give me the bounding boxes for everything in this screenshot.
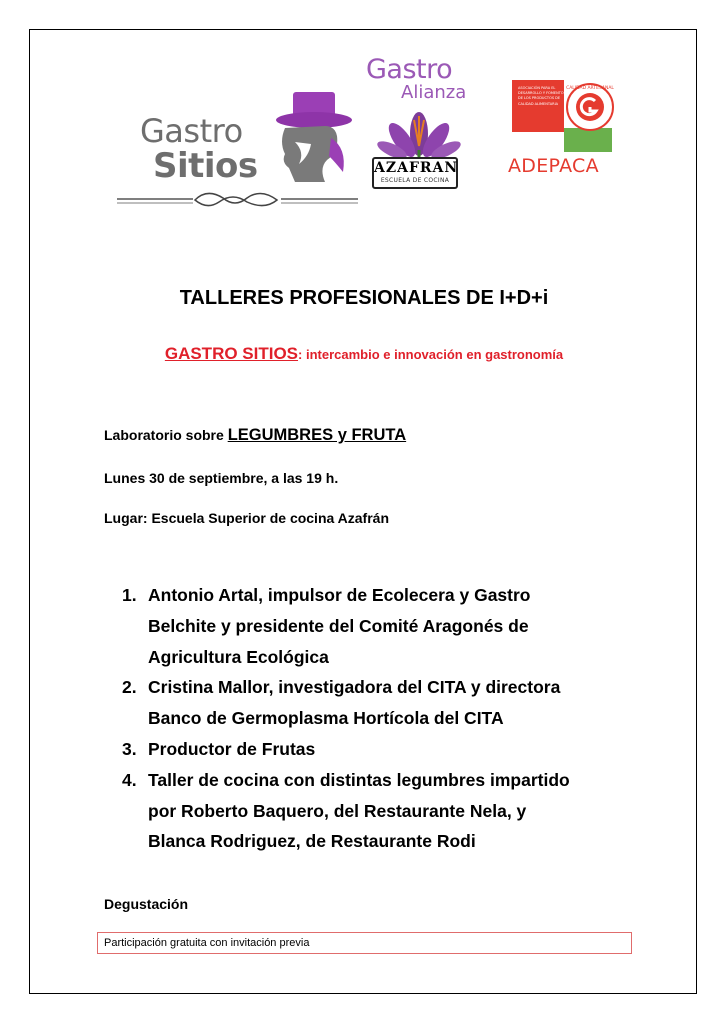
subtitle-rest: : intercambio e innovación en gastronomía — [298, 347, 564, 362]
list-item-number: 1. — [122, 585, 137, 605]
list-item — [122, 672, 638, 734]
list-item-line: Taller de cocina con distintas legumbres impartido — [148, 769, 570, 790]
azafran-name: AZAFRAN — [374, 160, 459, 176]
chef-silhouette-icon — [255, 82, 360, 187]
list-item-line: Blanca Rodriguez, de Restaurante Rodi — [148, 831, 476, 852]
gastro-sitios-logo-line2: Sitios — [153, 146, 258, 186]
list-item-line: Antonio Artal, impulsor de Ecolecera y Gastro — [148, 585, 531, 605]
gastro-alianza-logo — [364, 54, 474, 194]
adepaca-red-block — [512, 80, 564, 132]
azafran-subtitle: ESCUELA DE COCINA — [380, 177, 450, 184]
list-item — [122, 765, 638, 857]
list-item-number: 3. — [122, 738, 137, 759]
subtitle — [0, 344, 728, 364]
calidad-artesanal-text: CALIDAD ARTESANAL — [566, 86, 614, 91]
lab-label: Laboratorio sobre — [104, 427, 228, 443]
lab-topic: LEGUMBRES y FRUTA — [227, 426, 407, 444]
event-place: Lugar: Escuela Superior de cocina Azafrán — [104, 510, 390, 526]
list-item — [122, 734, 638, 765]
gastro-sitios-logo-line1: Gastro — [140, 112, 243, 150]
page-title: TALLERES PROFESIONALES DE I+D+i — [179, 287, 549, 309]
list-item-line: Agricultura Ecológica — [148, 646, 329, 667]
list-item-line: Cristina Mallor, investigadora del CITA y directora — [148, 677, 561, 698]
list-item-number: 4. — [122, 769, 137, 790]
participation-note: Participación gratuita con invitación previa — [97, 932, 632, 954]
decorative-swirl-icon — [115, 186, 360, 212]
gastro-sitios-logo — [115, 82, 360, 212]
lab-line — [104, 426, 406, 445]
calidad-artesanal-seal-icon — [564, 80, 614, 132]
list-item-line: Belchite y presidente del Comité Aragonés de — [148, 615, 529, 636]
adepaca-association-text: ASOCIACIÓN PARA EL DESARROLLO Y FOMENTO DE LOS PRODUCTOS DE CALIDAD ALIMENTARIA — [518, 86, 564, 106]
list-item — [122, 580, 638, 672]
adepaca-logo — [508, 76, 614, 186]
gastro-alianza-line1: Gastro — [366, 54, 453, 85]
subtitle-lead: GASTRO SITIOS — [164, 344, 299, 363]
event-date: Lunes 30 de septiembre, a las 19 h. — [104, 470, 339, 486]
azafran-logo — [372, 157, 458, 189]
adepaca-name: ADEPACA — [508, 155, 599, 177]
list-item-line: Productor de Frutas — [148, 738, 316, 759]
list-item-line: Banco de Germoplasma Hortícola del CITA — [148, 708, 504, 729]
closing-text: Degustación — [104, 896, 189, 912]
list-item-line: por Roberto Baquero, del Restaurante Nela, y — [148, 800, 527, 821]
program-list — [122, 580, 638, 857]
list-item-number: 2. — [122, 677, 137, 698]
gastro-alianza-line2: Alianza — [401, 82, 467, 103]
